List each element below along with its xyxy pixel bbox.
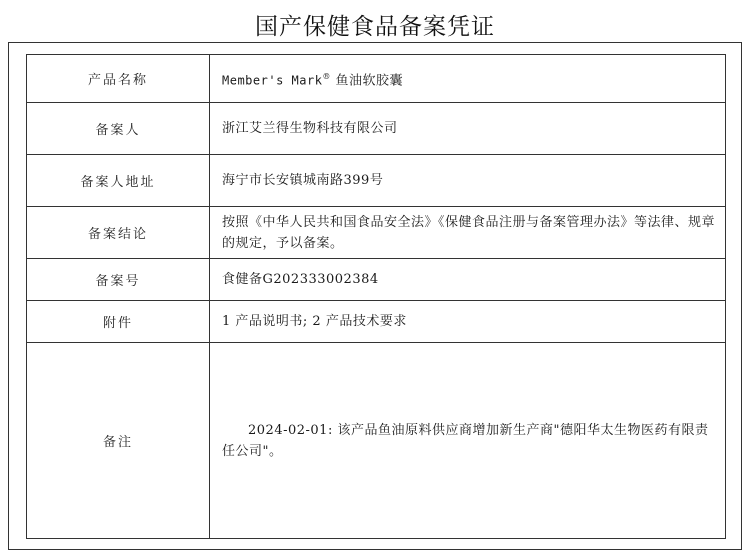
label-remarks: 备注 (27, 343, 210, 539)
row-product-name (27, 55, 726, 103)
label-record-number: 备案号 (27, 259, 210, 301)
product-brand: Member's Mark (222, 73, 323, 88)
label-product-name: 产品名称 (27, 55, 210, 103)
value-product-name (210, 55, 726, 103)
value-registrant: 浙江艾兰得生物科技有限公司 (210, 103, 726, 155)
row-registrant-address (27, 155, 726, 207)
row-attachments (27, 301, 726, 343)
value-record-number: 食健备G202333002384 (210, 259, 726, 301)
value-remarks (210, 343, 726, 539)
row-remarks (27, 343, 726, 539)
value-conclusion: 按照《中华人民共和国食品安全法》《保健食品注册与备案管理办法》等法律、规章的规定，予以备案。 (210, 207, 726, 259)
remarks-text: 2024-02-01: 该产品鱼油原料供应商增加新生产商"德阳华太生物医药有限责任公司"。 (222, 422, 709, 459)
value-attachments: 1 产品说明书; 2 产品技术要求 (210, 301, 726, 343)
registered-mark: ® (322, 71, 331, 81)
row-conclusion (27, 207, 726, 259)
label-registrant: 备案人 (27, 103, 210, 155)
label-conclusion: 备案结论 (27, 207, 210, 259)
row-record-number (27, 259, 726, 301)
product-name-text: 鱼油软胶囊 (330, 73, 404, 89)
record-table (26, 54, 726, 539)
value-registrant-address: 海宁市长安镇城南路399号 (210, 155, 726, 207)
row-registrant (27, 103, 726, 155)
label-registrant-address: 备案人地址 (27, 155, 210, 207)
document-title: 国产保健食品备案凭证 (255, 14, 495, 40)
label-attachments: 附件 (27, 301, 210, 343)
